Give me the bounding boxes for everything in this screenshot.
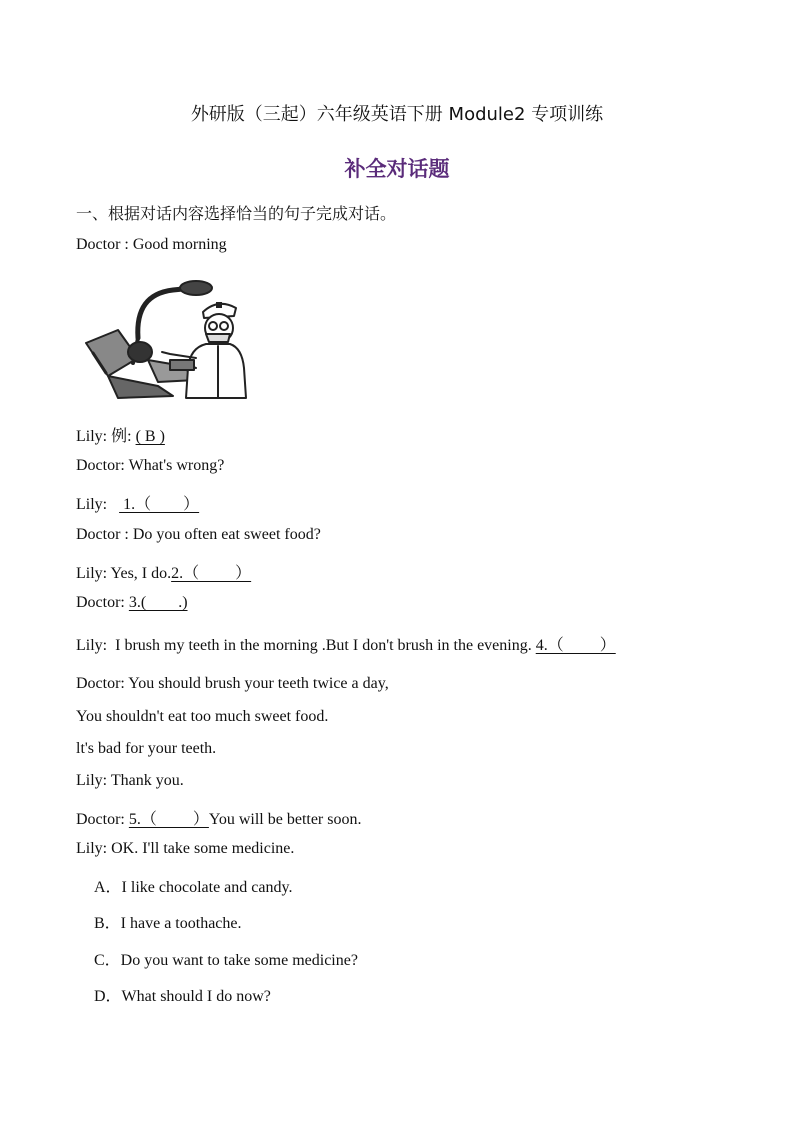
dialogue-line: Doctor : Good morning xyxy=(76,236,227,253)
example-answer: ( B ) xyxy=(135,428,165,445)
dialogue-line: Lily: OK. I'll take some medicine. xyxy=(76,840,295,857)
dialogue-line xyxy=(76,560,251,583)
speaker-text: Lily: xyxy=(76,496,120,513)
answer-blank-1[interactable]: 1.（ ） xyxy=(119,496,200,513)
dialogue-line xyxy=(76,594,188,612)
dialogue-text: Lily: I brush my teeth in the morning .But I don't brush in the evening. xyxy=(76,637,536,654)
dialogue-line: Doctor : Do you often eat sweet food? xyxy=(76,526,321,543)
speaker-text: Doctor: xyxy=(76,594,129,611)
answer-blank-3[interactable]: 3.( .) xyxy=(128,594,188,611)
section-subtitle: 补全对话题 xyxy=(344,156,450,181)
dialogue-line xyxy=(76,632,616,655)
dialogue-text: You will be better soon. xyxy=(208,811,362,828)
option-b: B．I have a toothache. xyxy=(94,915,242,932)
dialogue-line: Doctor: What's wrong? xyxy=(76,457,225,474)
dialogue-line: lt's bad for your teeth. xyxy=(76,740,217,757)
option-c: C．Do you want to take some medicine? xyxy=(94,952,358,969)
dialogue-line xyxy=(76,423,165,446)
dentist-icon xyxy=(78,268,264,404)
dialogue-text: Lily: Yes, I do. xyxy=(76,565,172,582)
speaker-text: Lily: 例: xyxy=(76,428,136,445)
dialogue-line: Doctor: You should brush your teeth twice a day, xyxy=(76,675,389,692)
dialogue-line: Lily: Thank you. xyxy=(76,772,184,789)
answer-blank-4[interactable]: 4.（ ） xyxy=(535,637,616,654)
answer-blank-5[interactable]: 5.（ ） xyxy=(128,811,209,828)
option-a: A．I like chocolate and candy. xyxy=(94,879,293,896)
answer-blank-2[interactable]: 2.（ ） xyxy=(171,565,252,582)
instruction: 一、根据对话内容选择恰当的句子完成对话。 xyxy=(76,204,397,223)
dialogue-line xyxy=(76,491,199,514)
dialogue-line: You shouldn't eat too much sweet food. xyxy=(76,708,329,725)
page-title: 外研版（三起）六年级英语下册 Module2 专项训练 xyxy=(190,104,604,125)
dentist-illustration xyxy=(78,268,264,404)
speaker-text: Doctor: xyxy=(76,811,129,828)
option-d: D．What should I do now? xyxy=(94,988,271,1005)
dialogue-line xyxy=(76,806,361,829)
